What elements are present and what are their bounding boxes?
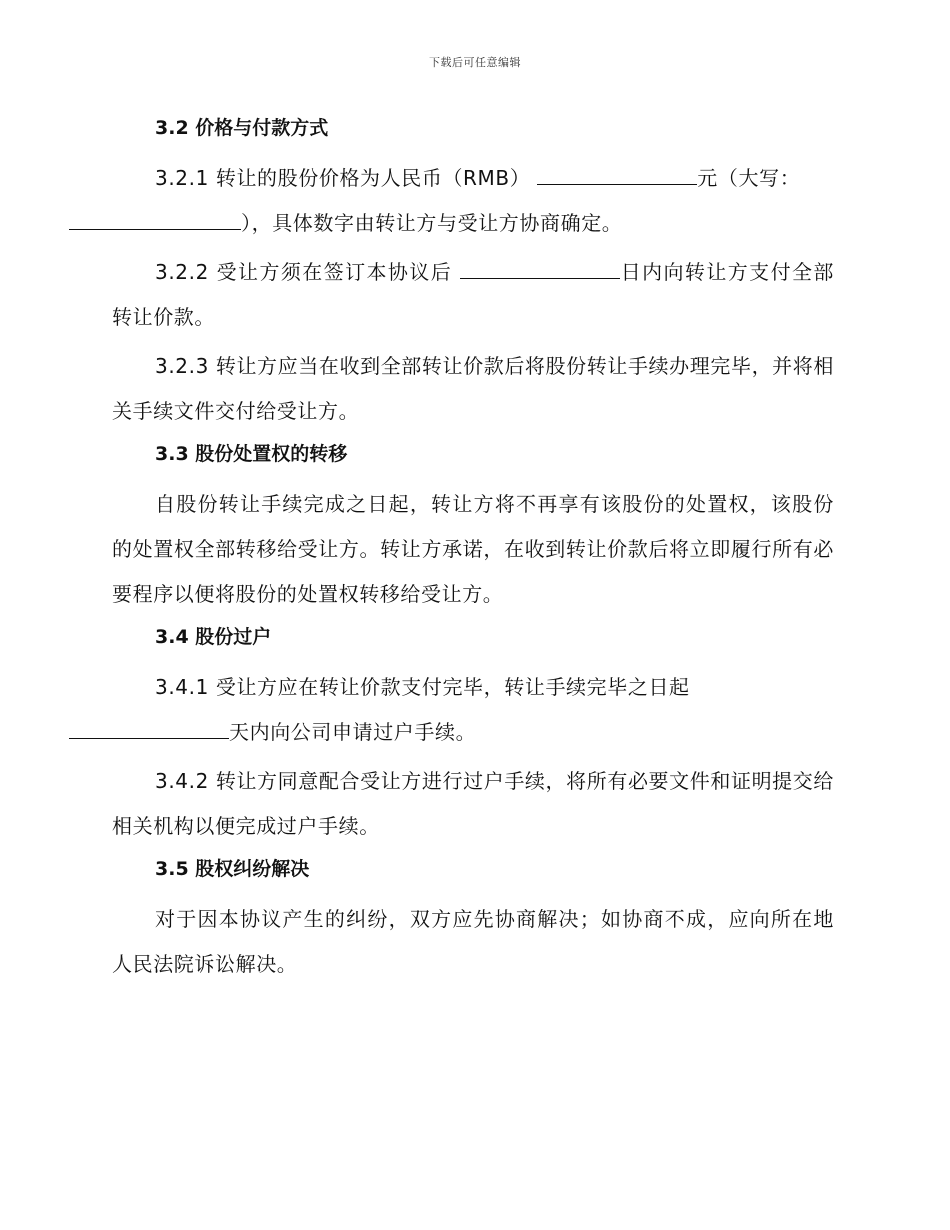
clause-3-2-1 — [112, 156, 834, 246]
clause-3-2-2 — [112, 250, 834, 340]
clause-3-4-2: 3.4.2 转让方同意配合受让方进行过户手续，将所有必要文件和证明提交给相关机构以便完成过户手续。 — [112, 769, 834, 838]
clause-3-3-body: 自股份转让手续完成之日起，转让方将不再享有该股份的处置权，该股份的处置权全部转移给受让方。转让方承诺，在收到转让价款后将立即履行所有必要程序以便将股份的处置权转移给受让方。 — [112, 492, 834, 606]
transfer-days-blank-field[interactable] — [69, 720, 229, 739]
clause-3-2-3: 3.2.3 转让方应当在收到全部转让价款后将股份转让手续办理完毕，并将相关手续文件交付给受让方。 — [112, 354, 834, 423]
section-heading-3-3: 3.3 股份处置权的转移 — [155, 443, 348, 465]
payment-days-blank-field[interactable] — [460, 260, 620, 279]
clause-3-2-1-text-a: 3.2.1 转让的股份价格为人民币（RMB） — [155, 166, 531, 190]
price-uppercase-blank-field[interactable] — [69, 211, 241, 230]
price-blank-field[interactable] — [537, 166, 697, 185]
section-heading-3-5: 3.5 股权纠纷解决 — [155, 858, 310, 880]
section-heading-3-2: 3.2 价格与付款方式 — [155, 117, 329, 139]
document-body — [112, 112, 834, 991]
clause-3-4-1-text-b: 天内向公司申请过户手续。 — [229, 720, 477, 744]
clause-3-2-1-text-b: 元（大写： — [697, 166, 801, 190]
section-heading-3-4: 3.4 股份过户 — [155, 626, 272, 648]
clause-3-2-1-text-c: ），具体数字由转让方与受让方协商确定。 — [241, 211, 623, 235]
clause-3-4-1 — [112, 665, 834, 755]
clause-3-2-2-text-b: 日内向转让方支付全部转让价款。 — [112, 260, 834, 329]
clause-3-4-1-text-a: 3.4.1 受让方应在转让价款支付完毕，转让手续完毕之日起 — [155, 675, 690, 699]
clause-3-5-body: 对于因本协议产生的纠纷，双方应先协商解决；如协商不成，应向所在地人民法院诉讼解决。 — [112, 907, 834, 976]
page-header: 下载后可任意编辑 — [429, 56, 521, 69]
clause-3-2-2-text-a: 3.2.2 受让方须在签订本协议后 — [155, 260, 453, 284]
